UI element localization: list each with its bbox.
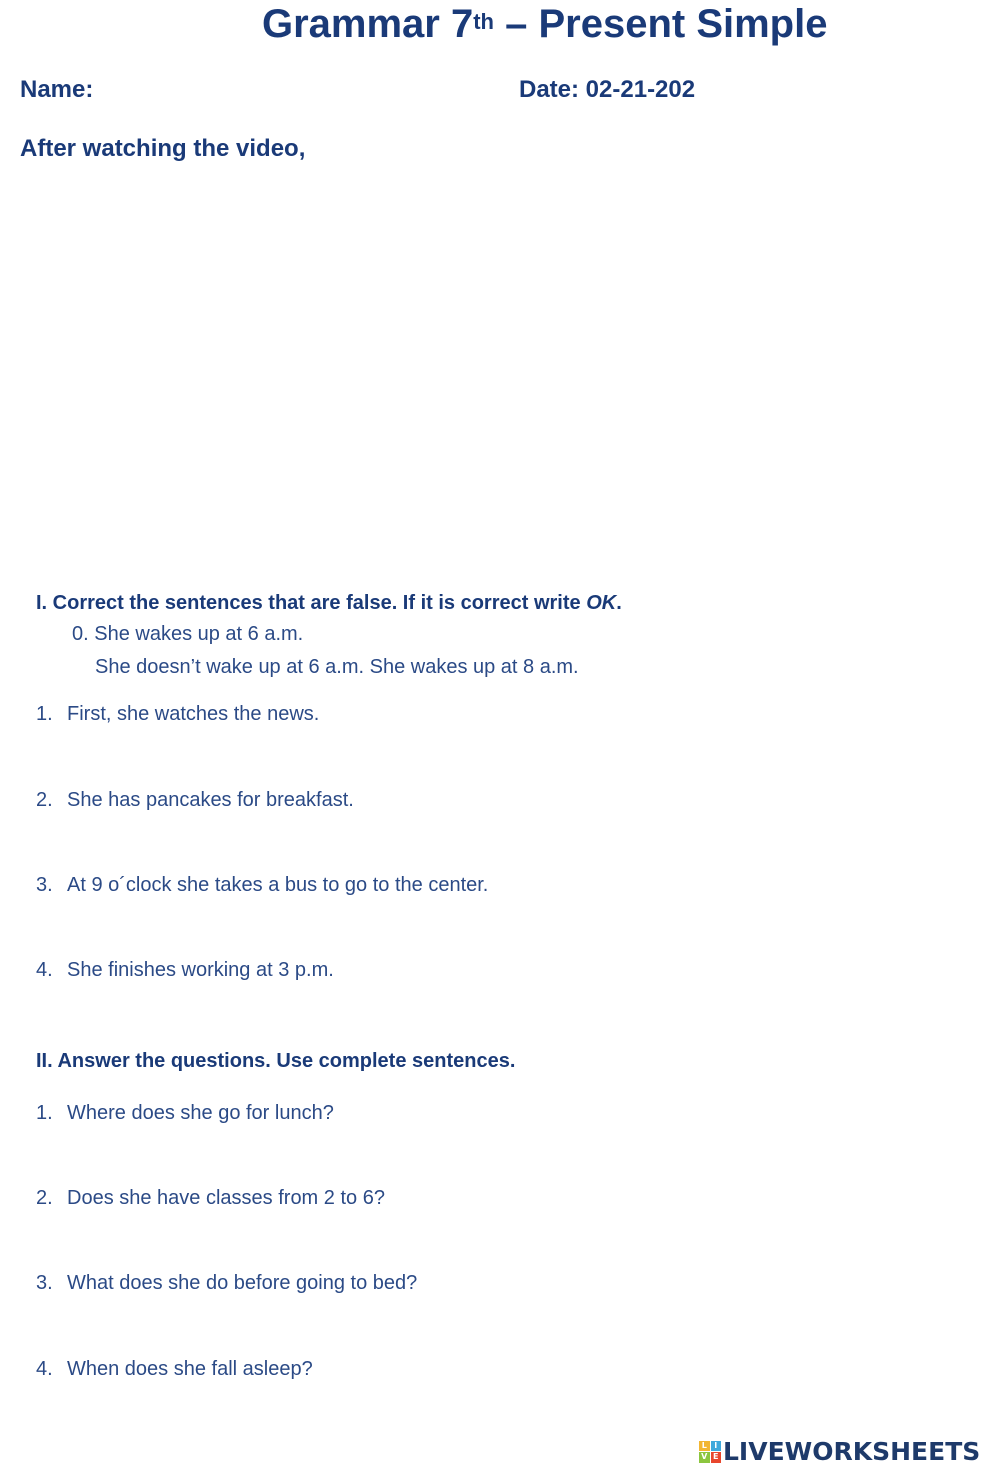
intro-text: After watching the video,	[20, 135, 306, 162]
section-1-item	[36, 959, 334, 982]
section-1-heading	[36, 592, 622, 615]
liveworksheets-logo[interactable]	[699, 1437, 980, 1466]
section-2-item	[36, 1272, 417, 1295]
item-number: 4.	[36, 959, 53, 981]
logo-letter: I	[711, 1441, 722, 1452]
item-text: Does she have classes from 2 to 6?	[67, 1187, 385, 1209]
logo-letter: V	[699, 1452, 710, 1463]
item-text: What does she do before going to bed?	[67, 1272, 418, 1294]
section-2-item	[36, 1102, 334, 1125]
section-1-item	[36, 874, 488, 897]
date-label: Date: 02-21-202	[519, 76, 696, 103]
item-number: 4.	[36, 1358, 53, 1380]
section-1-heading-text: I. Correct the sentences that are false. If it is correct write	[36, 592, 587, 614]
item-text: First, she watches the news.	[67, 703, 320, 725]
example-answer: She doesn’t wake up at 6 a.m. She wakes up at 8 a.m.	[95, 656, 579, 678]
section-2-item	[36, 1187, 385, 1210]
item-text: When does she fall asleep?	[67, 1358, 313, 1380]
logo-text: LIVEWORKSHEETS	[723, 1437, 981, 1466]
section-2-heading: II. Answer the questions. Use complete sentences.	[36, 1050, 516, 1072]
title-main: Grammar 7	[262, 2, 474, 46]
name-label: Name:	[20, 76, 94, 103]
example-question: 0. She wakes up at 6 a.m.	[72, 623, 304, 645]
item-number: 1.	[36, 703, 53, 725]
item-text: Where does she go for lunch?	[67, 1102, 334, 1124]
title-rest: – Present Simple	[494, 2, 828, 46]
video-placeholder[interactable]	[20, 180, 980, 570]
logo-letter: L	[699, 1441, 710, 1452]
item-number: 3.	[36, 1272, 53, 1294]
logo-letter: E	[711, 1452, 722, 1463]
section-1-item	[36, 703, 319, 726]
page-title	[262, 0, 827, 48]
section-2-item	[36, 1358, 313, 1381]
item-number: 3.	[36, 874, 53, 896]
section-1-item	[36, 789, 354, 812]
liveworksheets-logo-icon	[699, 1441, 721, 1463]
title-superscript: th	[473, 9, 494, 34]
item-text: She finishes working at 3 p.m.	[67, 959, 334, 981]
item-number: 2.	[36, 1187, 53, 1209]
section-1-heading-ok: OK	[586, 592, 617, 614]
item-number: 2.	[36, 789, 53, 811]
item-text: At 9 o´clock she takes a bus to go to the center.	[67, 874, 489, 896]
item-text: She has pancakes for breakfast.	[67, 789, 354, 811]
section-1-heading-end: .	[616, 592, 622, 614]
item-number: 1.	[36, 1102, 53, 1124]
